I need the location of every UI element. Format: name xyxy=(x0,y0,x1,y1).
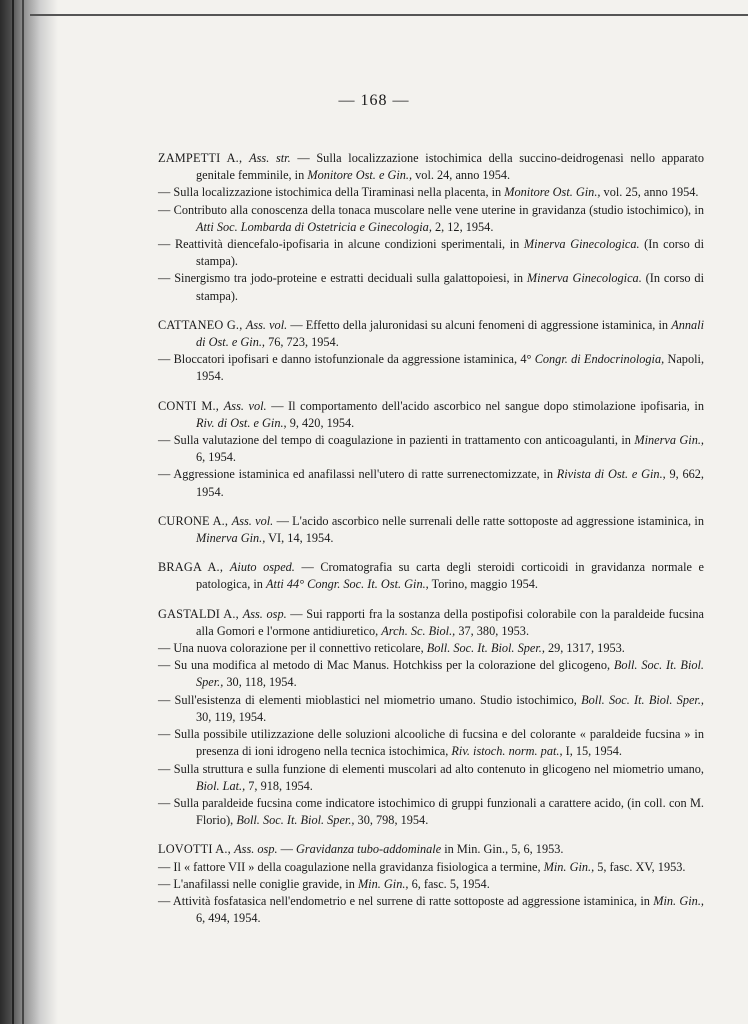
author-block xyxy=(158,606,704,830)
journal-title: Gravidanza tubo-addominale xyxy=(296,842,442,857)
journal-title: Riv. istoch. norm. pat., xyxy=(451,744,563,759)
bibliography-entry: — Il « fattore VII » della coagulazione nella gravidanza fisiologica a termine, Min. Gin., 5, fasc. XV, 1953. xyxy=(158,859,686,874)
journal-title: Biol. Lat., xyxy=(196,778,246,793)
journal-title: Boll. Soc. It. Biol. Sper., xyxy=(426,641,545,656)
bibliography-entry: CURONE A., Ass. vol. — L'acido ascorbico nelle surrenali delle ratte sottoposte ad aggressione istaminica, in Minerva Gin., VI, 14, 1954. xyxy=(158,513,704,546)
journal-title: Min. Gin., xyxy=(357,876,409,891)
journal-title: Boll. Soc. It. Biol. Sper., xyxy=(236,813,355,828)
journal-title: Rivista di Ost. e Gin., xyxy=(556,467,666,482)
journal-title: Minerva Gin., xyxy=(196,531,266,546)
author-role: Aiuto osped. xyxy=(229,560,295,575)
author-block xyxy=(158,841,704,927)
bibliography-entry: — Sulla localizzazione istochimica della Tiraminasi nella placenta, in Monitore Ost. Gin., vol. 25, anno 1954. xyxy=(158,185,699,200)
author-block xyxy=(158,317,704,386)
journal-title: Boll. Soc. It. Biol. Sper., xyxy=(196,658,704,690)
bibliography-entry: BRAGA A., Aiuto osped. — Cromatografia su carta degli steroidi corticoidi in gravidanza normale e patologica, in Atti 44° Congr. Soc. It. Ost. Gin., Torino, maggio 1954. xyxy=(158,560,704,592)
bibliography-entry: GASTALDI A., Ass. osp. — Sui rapporti fra la sostanza della postipofisi colorabile con la paraldeide fucsina alla Gomori e l'ormone antidiuretico, Arch. Sc. Biol., 37, 380, 1953. xyxy=(158,606,705,638)
journal-title: Minerva Gin., xyxy=(634,433,704,448)
spine-edge-line xyxy=(12,0,14,1024)
journal-title: Monitore Ost. e Gin., xyxy=(307,168,413,183)
journal-title: Atti Soc. Lombarda di Ostetricia e Ginecologia, xyxy=(196,219,432,234)
author-name: CURONE A., xyxy=(158,513,232,528)
journal-title: Minerva Ginecologica. xyxy=(526,271,642,286)
bibliography-entry: CONTI M., Ass. vol. — Il comportamento dell'acido ascorbico nel sangue dopo stimolazione ipofisaria, in Riv. di Ost. e Gin., 9, 420, 1954. xyxy=(158,398,704,430)
author-block xyxy=(158,513,704,547)
journal-title: Monitore Ost. Gin., xyxy=(504,185,601,200)
bibliography-entry: — Sull'esistenza di elementi mioblastici nel miometrio umano. Studio istochimico, Boll. Soc. It. Biol. Sper., 30, 119, 1954. xyxy=(158,692,704,724)
journal-title: Riv. di Ost. e Gin., xyxy=(196,415,287,430)
bibliography-entry: — Sulla possibile utilizzazione delle soluzioni alcooliche di fucsina e del colorante « paraldeide fucsina » in presenza di ioni idrogeno nella tecnica istochimica, Riv. istoch. norm. pat., I, 15, 1954. xyxy=(158,727,704,759)
journal-title: Arch. Sc. Biol., xyxy=(381,623,456,638)
bibliography-entry: CATTANEO G., Ass. vol. — Effetto della jaluronidasi su alcuni fenomeni di aggressione istaminica, in Annali di Ost. e Gin., 76, 723, 1954. xyxy=(158,317,705,350)
bibliography-entry: — Sulla paraldeide fucsina come indicatore istochimico di gruppi funzionali a carattere acido, (in coll. con M. Florio), Boll. Soc. It. Biol. Sper., 30, 798, 1954. xyxy=(158,795,704,828)
journal-title: Congr. di Endocrinologia, xyxy=(534,352,665,367)
journal-title: Annali di Ost. e Gin., xyxy=(196,317,705,350)
bibliography-entry: — Sulla struttura e sulla funzione di elementi muscolari ad alto contenuto in glicogeno nel miometrio umano, Biol. Lat., 7, 918, 1954. xyxy=(158,761,704,793)
book-spine-shadow xyxy=(0,0,58,1024)
spine-edge-line xyxy=(22,0,24,1024)
author-name: CONTI M., xyxy=(158,398,224,413)
author-name: CATTANEO G., xyxy=(158,317,246,332)
bibliography-entry: ZAMPETTI A., Ass. str. — Sulla localizzazione istochimica della succino-deidrogenasi nello apparato genitale femminile, in Monitore Ost. e Gin., vol. 24, anno 1954. xyxy=(158,151,704,183)
author-name: BRAGA A., xyxy=(158,560,230,575)
bibliography-entry: — L'anafilassi nelle coniglie gravide, in Min. Gin., 6, fasc. 5, 1954. xyxy=(158,876,490,891)
journal-title: Atti 44° Congr. Soc. It. Ost. Gin., xyxy=(266,577,429,592)
bibliography-entry: — Aggressione istaminica ed anafilassi nell'utero di ratte surrenectomizzate, in Rivista di Ost. e Gin., 9, 662, 1954. xyxy=(158,467,704,499)
bibliography-entry: — Contributo alla conoscenza della tonaca muscolare nelle vene uterine in gravidanza (studio istochimico), in Atti Soc. Lombarda di Ostetricia e Ginecologia, 2, 12, 1954. xyxy=(158,202,704,234)
author-name: LOVOTTI A., xyxy=(158,842,235,857)
bibliography-entry: — Attività fosfatasica nell'endometrio e nel surrene di ratte sottoposte ad aggressione istaminica, in Min. Gin., 6, 494, 1954. xyxy=(158,893,704,926)
author-role: Ass. osp. xyxy=(234,842,278,857)
bibliography-entry: — Reattività diencefalo-ipofisaria in alcune condizioni sperimentali, in Minerva Ginecologica. (In corso di stampa). xyxy=(158,237,704,269)
bibliography-entry: — Bloccatori ipofisari e danno istofunzionale da aggressione istaminica, 4° Congr. di Endocrinologia, Napoli, 1954. xyxy=(158,352,705,384)
bibliography-list xyxy=(158,150,704,939)
bibliography-entry: LOVOTTI A., Ass. osp. — Gravidanza tubo-addominale in Min. Gin., 5, 6, 1953. xyxy=(158,842,564,857)
journal-title: Boll. Soc. It. Biol. Sper., xyxy=(581,692,704,707)
author-block xyxy=(158,398,704,501)
author-name: GASTALDI A., xyxy=(158,606,243,621)
author-block xyxy=(158,150,704,305)
author-role: Ass. vol. xyxy=(223,398,267,413)
author-block xyxy=(158,559,704,593)
journal-title: Minerva Ginecologica. xyxy=(523,237,640,252)
author-role: Ass. vol. xyxy=(245,317,288,332)
author-name: ZAMPETTI A., xyxy=(158,151,250,165)
author-role: Ass. vol. xyxy=(231,513,274,528)
bibliography-entry: — Una nuova colorazione per il connettivo reticolare, Boll. Soc. It. Biol. Sper., 29, 1317, 1953. xyxy=(158,641,625,656)
journal-title: Min. Gin., xyxy=(543,859,595,874)
bibliography-entry: — Sulla valutazione del tempo di coagulazione in pazienti in trattamento con anticoagulanti, in Minerva Gin., 6, 1954. xyxy=(158,433,704,465)
page-top-edge xyxy=(30,14,748,16)
bibliography-entry: — Su una modifica al metodo di Mac Manus. Hotchkiss per la colorazione del glicogeno, Boll. Soc. It. Biol. Sper., 30, 118, 1954. xyxy=(158,658,704,690)
page-number: — 168 — xyxy=(338,92,410,109)
journal-title: Min. Gin., xyxy=(653,893,704,908)
bibliography-entry: — Sinergismo tra jodo-proteine e estratti deciduali sulla galattopoiesi, in Minerva Ginecologica. (In corso di stampa). xyxy=(158,271,704,303)
author-role: Ass. osp. xyxy=(242,606,287,621)
author-role: Ass. str. xyxy=(249,151,291,165)
